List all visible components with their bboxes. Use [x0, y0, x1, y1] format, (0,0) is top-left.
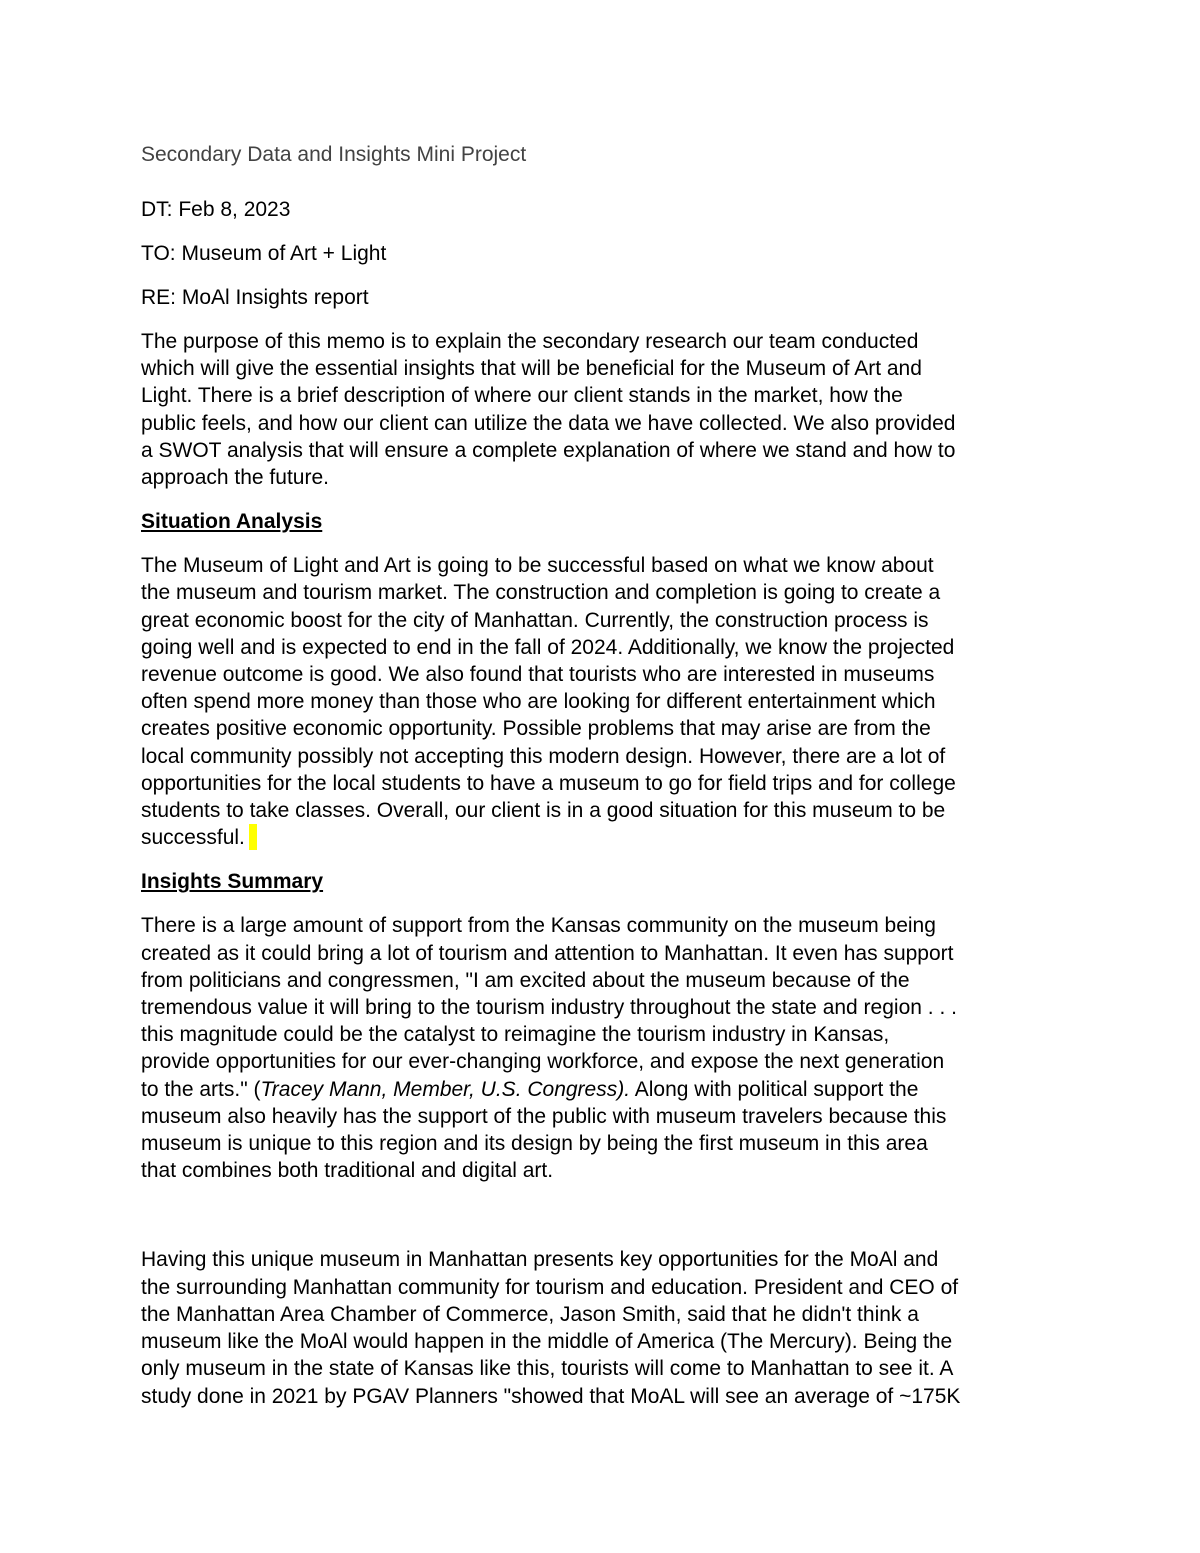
text-line: from politicians and congressmen, "I am excited about the museum because of the — [141, 968, 910, 992]
situation-analysis-heading: Situation Analysis — [141, 510, 323, 534]
opportunities-paragraph — [141, 1246, 1066, 1409]
text-line: often spend more money than those who are looking for different entertainment which — [141, 690, 936, 714]
text-line: which will give the essential insights that will be beneficial for the Museum of Art and — [141, 357, 922, 381]
text-line: museum also heavily has the support of the public with museum travelers because this — [141, 1104, 947, 1128]
text-line: the Manhattan Area Chamber of Commerce, Jason Smith, said that he didn't think a — [141, 1302, 919, 1326]
text-line: created as it could bring a lot of tourism and attention to Manhattan. It even has support — [141, 941, 954, 965]
text-line: Light. There is a brief description of where our client stands in the market, how the — [141, 384, 903, 408]
text-line: that combines both traditional and digital art. — [141, 1159, 554, 1183]
memo-body — [141, 140, 1066, 1427]
date-line: DT: Feb 8, 2023 — [141, 198, 291, 221]
text-line: museum is unique to this region and its design by being the first museum in this area — [141, 1132, 928, 1156]
text-line: tremendous value it will bring to the tourism industry throughout the state and region . . . — [141, 996, 957, 1020]
situation-paragraph — [141, 552, 1066, 851]
text-line: creates positive economic opportunity. Possible problems that may arise are from the — [141, 717, 931, 741]
text-line: only museum in the state of Kansas like this, tourists will come to Manhattan to see it. A — [141, 1357, 954, 1381]
text-line: the surrounding Manhattan community for tourism and education. President and CEO of — [141, 1275, 959, 1299]
text-line-last — [141, 824, 1066, 851]
text-line: this magnitude could be the catalyst to reimagine the tourism industry in Kansas, — [141, 1023, 890, 1047]
quote-pre: to the arts." ( — [141, 1077, 261, 1101]
text-line-content: successful. — [141, 826, 245, 850]
text-line: museum like the MoAl would happen in the middle of America (The Mercury). Being the — [141, 1330, 953, 1354]
text-line: the museum and tourism market. The construction and completion is going to create a — [141, 581, 941, 605]
quote-post: Along with political support the — [630, 1077, 919, 1101]
text-line: a SWOT analysis that will ensure a complete explanation of where we stand and how to — [141, 438, 956, 462]
quote-attribution: Tracey Mann, Member, U.S. Congress). — [260, 1077, 631, 1101]
insights-paragraph — [141, 912, 1066, 1184]
text-line: revenue outcome is good. We also found that tourists who are interested in museums — [141, 663, 935, 687]
blank-line — [141, 1201, 1066, 1246]
text-line: The Museum of Light and Art is going to be successful based on what we know about — [141, 554, 934, 578]
text-line: going well and is expected to end in the fall of 2024. Additionally, we know the projected — [141, 635, 955, 659]
text-line: students to take classes. Overall, our client is in a good situation for this museum to be — [141, 799, 946, 823]
insights-summary-heading: Insights Summary — [141, 870, 324, 894]
text-line: local community possibly not accepting this modern design. However, there are a lot of — [141, 744, 946, 768]
text-line: opportunities for the local students to have a museum to go for field trips and for college — [141, 771, 956, 795]
intro-paragraph — [141, 328, 1066, 491]
text-line: great economic boost for the city of Manhattan. Currently, the construction process is — [141, 608, 929, 632]
text-line: There is a large amount of support from the Kansas community on the museum being — [141, 914, 936, 938]
text-line: public feels, and how our client can utilize the data we have collected. We also provided — [141, 411, 956, 435]
quote-attribution-line — [141, 1076, 1066, 1103]
highlight-cursor-mark — [249, 824, 257, 850]
text-line: The purpose of this memo is to explain the secondary research our team conducted — [141, 330, 919, 353]
text-line: study done in 2021 by PGAV Planners "showed that MoAL will see an average of ~175K — [141, 1384, 961, 1408]
document-title: Secondary Data and Insights Mini Project — [141, 143, 527, 166]
to-line: TO: Museum of Art + Light — [141, 242, 387, 265]
text-line: approach the future. — [141, 466, 329, 490]
text-line: provide opportunities for our ever-changing workforce, and expose the next generation — [141, 1050, 945, 1074]
re-line: RE: MoAl Insights report — [141, 286, 369, 309]
text-line: Having this unique museum in Manhattan presents key opportunities for the MoAl and — [141, 1248, 939, 1272]
